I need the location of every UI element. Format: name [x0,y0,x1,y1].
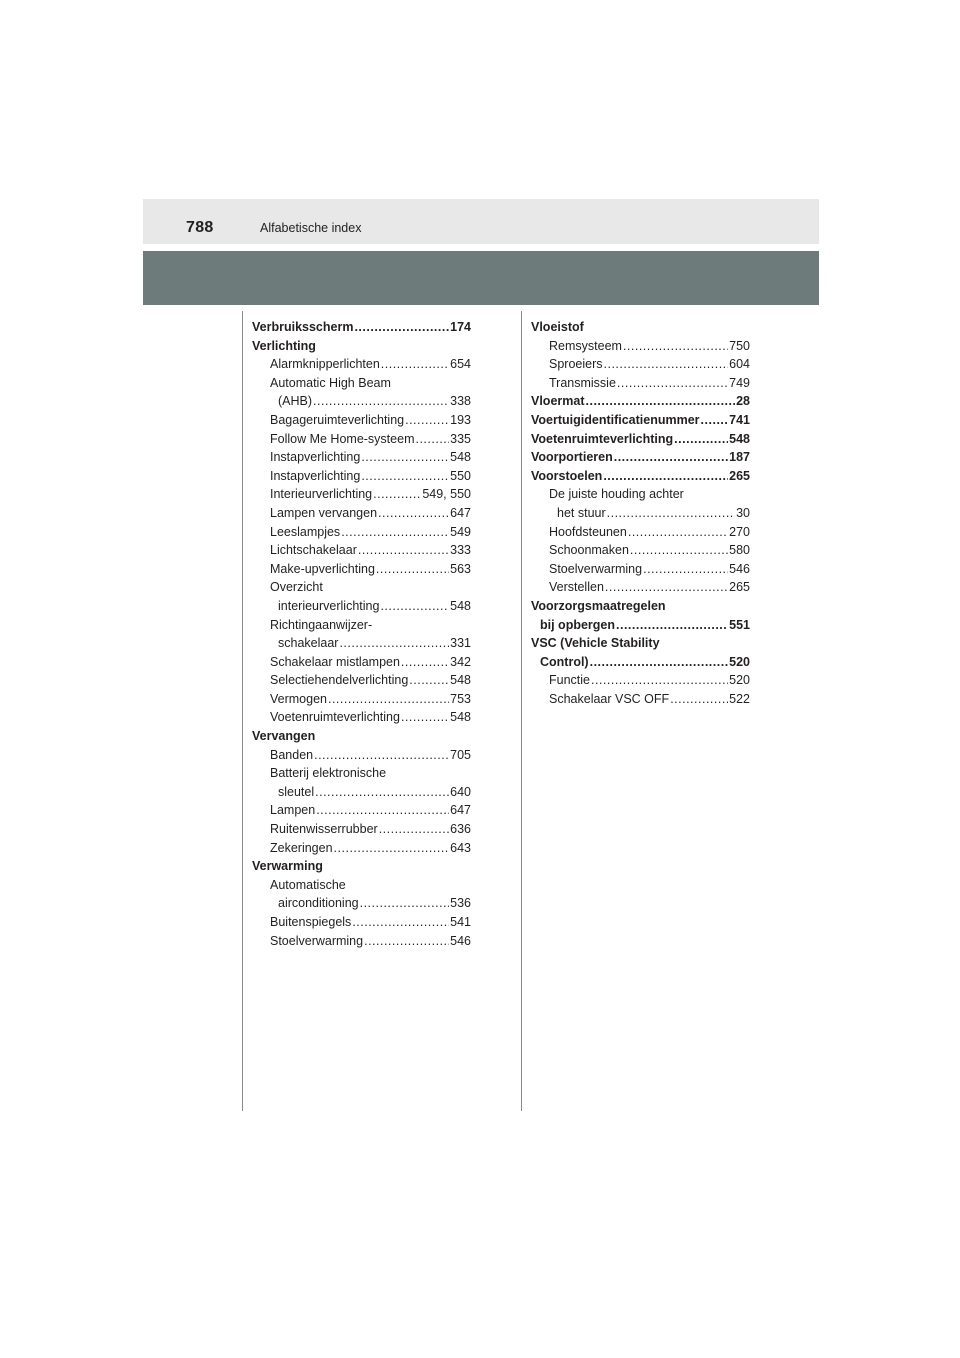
index-entry [531,411,750,430]
index-entry-label: Stoelverwarming [270,933,364,948]
index-entry-page: 551 [729,617,750,632]
index-entry-label: Instapverlichting [270,468,361,483]
index-entry [252,411,471,430]
index-entry-page: 548 [450,710,471,725]
index-entry-label: Schoonmaken [549,543,629,558]
index-entry-page: 636 [450,822,471,837]
index-entry-label: Bagageruimteverlichting [270,412,405,427]
index-entry [531,374,750,393]
index-entry-label: Vermogen [270,691,327,706]
dot-leader [607,504,735,523]
dot-leader [376,560,449,579]
index-entry-label: bij opbergen [540,617,615,632]
index-entry-label: Stoelverwarming [549,561,643,576]
index-entry-label: Verstellen [549,580,604,595]
index-entry-label: Follow Me Home-systeem [270,431,415,446]
index-entry-label: Vloermat [531,394,585,409]
index-entry-page: 753 [450,691,471,706]
dot-leader [352,913,449,932]
index-entry [531,392,750,411]
index-entry-page: 28 [736,394,750,409]
index-entry-page: 270 [729,524,750,539]
index-entry-page: 30 [736,505,750,520]
index-entry-page: 705 [450,747,471,762]
index-entry-page: 520 [729,654,750,669]
index-column-left [252,318,471,950]
index-entry-label: Functie [549,673,590,688]
column-rule-middle [521,311,522,1111]
index-entry [252,801,471,820]
index-entry-page: 522 [729,691,750,706]
index-entry [531,355,750,374]
index-entry-page: 604 [729,357,750,372]
index-entry [252,392,471,411]
index-entry [531,467,750,486]
index-entry-label: interieurverlichting [278,598,380,613]
index-entry-label: airconditioning [278,896,359,911]
index-entry-page: 265 [729,580,750,595]
index-entry-label: Vervangen [252,729,316,744]
index-entry [252,690,471,709]
dot-leader [628,523,728,542]
index-entry-label: Make-upverlichting [270,561,375,576]
index-entry [531,653,750,672]
dot-leader [358,541,449,560]
index-entry-page: 749 [729,375,750,390]
dot-leader [409,671,449,690]
index-entry [252,485,471,504]
index-entry-label: Verlichting [252,338,316,353]
index-entry [252,746,471,765]
index-entry [531,690,750,709]
index-entry-label: Voetenruimteverlichting [270,710,400,725]
index-entry [252,374,471,393]
index-entry-page: 541 [450,915,471,929]
dot-leader [316,801,449,820]
dot-leader [354,318,449,337]
index-entry-page: 550 [450,468,471,483]
index-entry-page: 549 [450,524,471,539]
dot-leader [380,597,449,616]
index-entry-label: Lampen [270,803,316,818]
index-entry-page: 520 [729,673,750,688]
index-entry-page: 331 [450,636,471,651]
dot-leader [701,411,729,430]
dot-leader [674,430,728,449]
index-entry-page: 193 [450,412,471,427]
index-entry-page: 548 [450,598,471,613]
dot-leader [617,374,728,393]
dot-leader [616,616,728,635]
dot-leader [364,932,449,951]
index-entry [531,504,750,523]
index-entry [252,876,471,895]
index-entry [531,578,750,597]
dot-leader [604,355,729,374]
index-entry-page: 342 [450,654,471,669]
index-entry [252,820,471,839]
index-entry [252,337,471,356]
index-entry [252,430,471,449]
index-entry-page: 187 [729,450,750,465]
index-entry-label: Sproeiers [549,357,603,372]
index-entry-label: Schakelaar VSC OFF [549,691,670,706]
index-entry-label: VSC (Vehicle Stability [531,636,660,651]
column-rule-left [242,311,243,1111]
index-entry-label: Alarmknipperlichten [270,357,380,372]
page-number: 788 [186,219,214,236]
index-entry-label: Schakelaar mistlampen [270,654,400,669]
dot-leader [591,671,728,690]
dot-leader [314,746,449,765]
index-entry-page: 333 [450,543,471,558]
index-entry-page: 548 [450,673,471,688]
page-header [143,199,819,244]
dot-leader [313,392,449,411]
dot-leader [381,355,449,374]
index-entry-label: Lichtschakelaar [270,543,357,558]
index-entry [252,578,471,597]
index-column-right [531,318,750,708]
dot-leader [643,560,728,579]
index-entry-page: 536 [450,896,471,911]
index-entry-page: 640 [450,784,471,799]
index-entry [531,337,750,356]
index-entry-label: Voetenruimteverlichting [531,431,674,446]
dot-leader [614,448,728,467]
index-entry-label: Richtingaanwijzer- [270,617,373,632]
index-entry-label: Verbruiksscherm [252,320,354,334]
index-entry [531,523,750,542]
index-entry [252,839,471,858]
index-entry-label: Voorstoelen [531,468,603,483]
dot-leader [361,448,449,467]
index-entry [531,541,750,560]
index-entry [252,634,471,653]
index-entry-label: Automatic High Beam [270,375,391,390]
index-entry-label: Control) [540,654,589,669]
index-entry [252,355,471,374]
index-entry-label: Batterij elektronische [270,766,387,781]
index-entry-label: Vloeistof [531,320,584,334]
dot-leader [328,690,449,709]
index-entry-label: Transmissie [549,375,616,390]
dot-leader [401,708,449,727]
dot-leader [378,504,449,523]
dot-leader [670,690,728,709]
index-entry-label: sleutel [278,784,315,799]
index-entry-label: Overzicht [270,580,323,595]
index-entry-label: Verwarming [252,859,323,874]
index-entry-label: Voorportieren [531,450,613,465]
index-entry [252,653,471,672]
index-entry-label: Automatische [270,877,346,892]
dot-leader [605,578,728,597]
index-entry [531,448,750,467]
index-entry [252,932,471,951]
index-entry [252,504,471,523]
index-entry-page: 654 [450,357,471,372]
index-entry-label: Ruitenwisserrubber [270,822,378,837]
index-entry [531,634,750,653]
index-entry-page: 643 [450,840,471,855]
index-entry-page: 580 [729,543,750,558]
index-entry [252,727,471,746]
index-entry-label: De juiste houding achter [549,487,684,502]
index-entry-page: 335 [450,431,471,446]
index-entry-page: 338 [450,394,471,409]
index-entry-page: 548 [729,431,750,446]
index-entry-page: 265 [729,468,750,483]
index-entry-label: Banden [270,747,314,762]
index-entry-label: Hoofdsteunen [549,524,627,539]
index-entry [252,560,471,579]
dot-leader [334,839,450,858]
index-entry [252,597,471,616]
header-band [143,251,819,305]
index-entry-label: Instapverlichting [270,450,361,465]
index-entry [252,318,471,337]
index-entry [252,857,471,876]
index-entry [252,616,471,635]
index-entry [531,318,750,337]
index-entry-page: 546 [729,561,750,576]
index-entry-label: Voertuigidentificatienummer [531,412,700,427]
index-entry [252,764,471,783]
index-entry-label: Voorzorgsmaatregelen [531,598,666,613]
index-entry-page: 549, 550 [422,487,471,502]
dot-leader [361,467,449,486]
index-entry-page: 563 [450,561,471,576]
index-entry [531,430,750,449]
index-entry [531,597,750,616]
index-entry-label: Zekeringen [270,840,333,855]
index-entry-page: 647 [450,803,471,818]
index-entry-page: 548 [450,450,471,465]
index-entry-page: 647 [450,505,471,520]
index-entry [252,467,471,486]
dot-leader [623,337,728,356]
index-entry-label: Buitenspiegels [270,915,352,929]
dot-leader [360,894,450,913]
dot-leader [315,783,449,802]
index-entry-page: 741 [729,412,750,427]
index-entry [531,485,750,504]
section-title: Alfabetische index [260,221,362,235]
index-entry [531,616,750,635]
dot-leader [630,541,728,560]
dot-leader [373,485,421,504]
index-entry-label: (AHB) [278,394,313,409]
index-entry-page: 174 [450,320,471,334]
index-entry-page: 546 [450,933,471,948]
index-entry-page: 750 [729,338,750,353]
index-entry-label: Interieurverlichting [270,487,373,502]
index-entry [252,671,471,690]
dot-leader [586,392,736,411]
index-entry-label: Selectiehendelverlichting [270,673,409,688]
index-entry-label: Leeslampjes [270,524,341,539]
index-entry [252,523,471,542]
index-entry [531,560,750,579]
dot-leader [341,523,449,542]
dot-leader [603,467,728,486]
dot-leader [405,411,449,430]
dot-leader [590,653,729,672]
index-entry-label: Lampen vervangen [270,505,378,520]
dot-leader [379,820,449,839]
index-entry [252,894,471,913]
dot-leader [415,430,449,449]
index-entry [252,783,471,802]
index-entry-label: het stuur [557,505,606,520]
index-entry [531,671,750,690]
index-entry [252,708,471,727]
index-entry [252,541,471,560]
dot-leader [339,634,449,653]
index-entry [252,448,471,467]
index-entry-label: schakelaar [278,636,339,651]
index-entry-label: Remsysteem [549,338,622,353]
dot-leader [401,653,449,672]
index-entry [252,913,471,932]
